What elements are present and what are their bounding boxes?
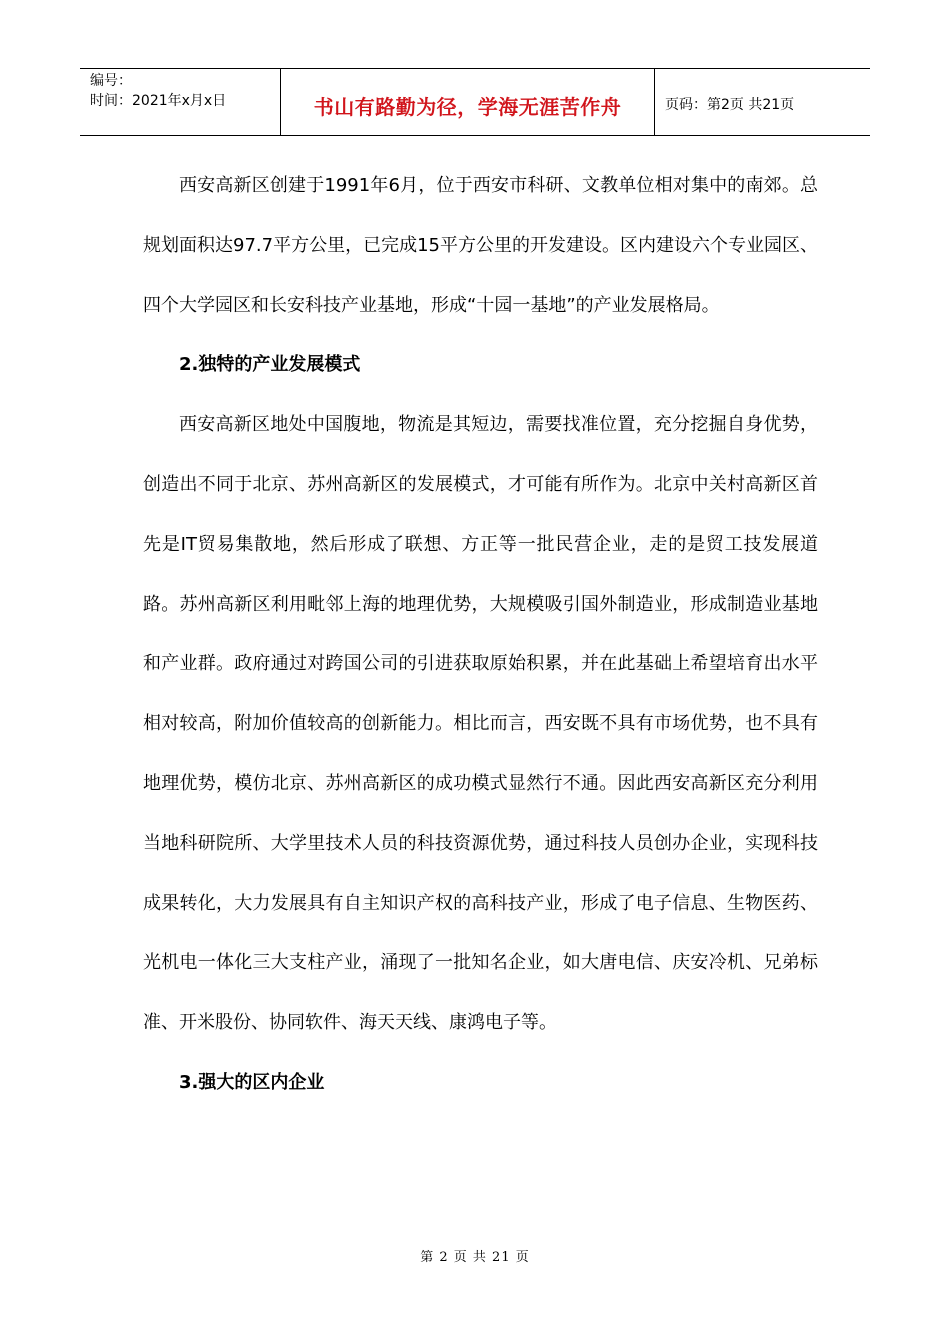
page-footer: 第 2 页 共 21 页 — [420, 1250, 530, 1265]
paragraph-development-model: 西安高新区地处中国腹地，物流是其短边，需要找准位置，充分挖掘自身优势，创造出不同于北京、苏州高新区的发展模式，才可能有所作为。北京中关村高新区首先是IT贸易集散地，然后形成了联想、方正等一批民营企业，走的是贸工技发展道路。苏州高新区利用毗邻上海的地理优势，大规模吸引国外制造业，形成制造业基地和产业群。政府通过对跨国公司的引进获取原始积累，并在此基础上希望培育出水平相对较高，附加价值较高的创新能力。相比而言，西安既不具有市场优势，也不具有地理优势，模仿北京、苏州高新区的成功模式显然行不通。因此西安高新区充分利用当地科研院所、大学里技术人员的科技资源优势，通过科技人员创办企业，实现科技成果转化，大力发展具有自主知识产权的高科技产业，形成了电子信息、生物医药、光机电一体化三大支柱产业，涌现了一批知名企业，如大唐电信、庆安冷机、兄弟标准、开米股份、协同软件、海天天线、康鸿电子等。 — [143, 414, 818, 1034]
time-label: 时间：2021年x月x日 — [90, 93, 227, 109]
header-motto-cell — [281, 69, 655, 135]
header-meta-cell — [80, 69, 281, 135]
motto-text: 书山有路勤为径，学海无涯苦作舟 — [313, 94, 622, 119]
header-page-cell — [655, 69, 870, 135]
header-table — [80, 68, 870, 136]
document-body — [143, 156, 818, 1113]
section-heading-2: 2.独特的产业发展模式 — [179, 354, 361, 376]
page-info-text: 页码：第2页 共21页 — [665, 97, 795, 113]
paragraph-intro: 西安高新区创建于1991年6月，位于西安市科研、文教单位相对集中的南郊。总规划面积达97.7平方公里，已完成15平方公里的开发建设。区内建设六个专业园区、四个大学园区和长安科技产业基地，形成“十园一基地”的产业发展格局。 — [143, 175, 818, 316]
serial-number-label: 编号： — [90, 73, 132, 89]
section-heading-3: 3.强大的区内企业 — [179, 1071, 325, 1093]
